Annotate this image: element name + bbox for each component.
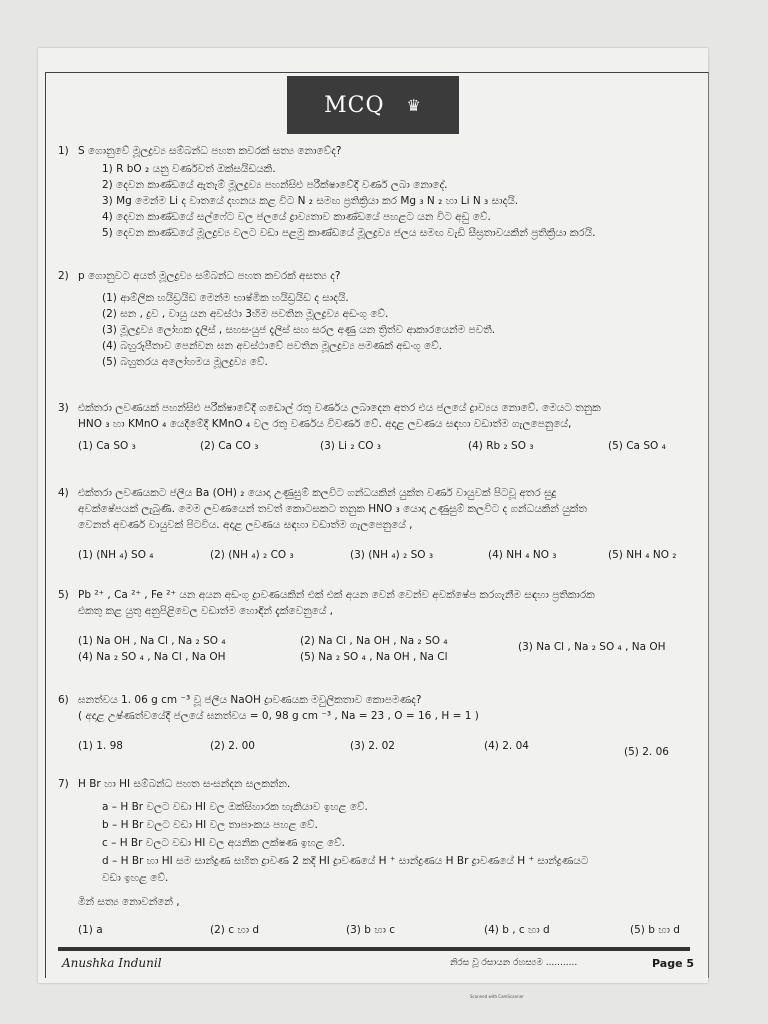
footer-rule xyxy=(58,947,690,951)
option-2: (2) c හා d xyxy=(210,924,260,936)
options-row xyxy=(78,649,693,665)
section-header xyxy=(287,76,459,134)
option-1: (1) (NH ₄) SO ₄ xyxy=(78,549,154,561)
option-2: 2) දෙවන කාණ්ඩයේ ඇතැම් මූලද්‍රව්‍ය පහන්සිළු පරීක්ෂාවේදී වර්ණ ලබා නොදේ. xyxy=(102,179,448,191)
question-line: ඝනත්වය 1. 06 g cm ⁻³ වූ ජලීය NaOH ද්‍රාවණයක මවුලිකතාව කොපමණද? xyxy=(78,694,422,706)
question-line: අවක්ෂේපයක් ලැබුණි. මෙම ලවණයෙන් තවත් කොටසකට තනුක HNO ₃ යොදා උණුසුම් කලවිට ද ගන්ධයකින් යුක්ත xyxy=(78,503,587,515)
option-4: 4) දෙවන කාණ්ඩයේ සල්ෆේට වල ජලයේ ද්‍රාව්‍යතාව කාණ්ඩයේ පහළට යන විට අඩු වේ. xyxy=(102,211,491,223)
page-number: Page 5 xyxy=(652,957,695,970)
option-1: (1) Na OH , Na Cl , Na ₂ SO ₄ xyxy=(78,635,226,647)
question-1 xyxy=(58,143,693,241)
option-2: (2) (NH ₄) ₂ CO ₃ xyxy=(210,549,294,561)
question-number: 6) xyxy=(58,694,69,706)
section-title: MCQ xyxy=(324,92,385,118)
option-3: (3) (NH ₄) ₂ SO ₃ xyxy=(350,549,434,561)
option-2: (2) Ca CO ₃ xyxy=(200,440,259,452)
option-1: (1) ආම්ලික හයිඩ්‍රයිඩ මෙන්ම භාෂ්මික හයිඩ්‍රයිඩ ද සාදයි. xyxy=(102,292,349,304)
option-3: (3) මූලද්‍රව්‍ය ලෝහක දැලිස් , සහසංයුජ දැලිස් සහ සරල අණු යන ත්‍රිත්ව ආකාරයෙන්ම පවතී. xyxy=(102,324,496,336)
option-2: (2) Na Cl , Na OH , Na ₂ SO ₄ xyxy=(300,635,448,647)
question-number: 7) xyxy=(58,778,69,790)
option-4: (4) b , c හා d xyxy=(484,924,550,936)
options-row xyxy=(78,738,693,758)
option-5: (5) Na ₂ SO ₄ , Na OH , Na Cl xyxy=(300,651,448,663)
question-line: වෙනත් අවර්ණ වායුවක් පිටවිය. අදාළ ලවණය සඳහා වඩාත්ම ගැලපෙනුයේ , xyxy=(78,519,413,531)
question-4 xyxy=(58,485,693,563)
option-5: (5) 2. 06 xyxy=(624,746,669,758)
option-3: (3) Li ₂ CO ₃ xyxy=(320,440,382,452)
statement-d: d – H Br හා HI සම සාන්ද්‍රණ සහිත ද්‍රාවණ 2 කදී HI ද්‍රාවණයේ H ⁺ සාන්ද්‍රණය H Br ද්‍රාවණයේ H ⁺ සාන්ද්‍රණයට xyxy=(102,855,589,867)
question-line: එකතු කළ යුතු අනුපිළිවෙල වඩාත්ම හොඳින් දැක්වෙනුයේ , xyxy=(78,605,334,617)
option-4: (4) Na ₂ SO ₄ , Na Cl , Na OH xyxy=(78,651,226,663)
option-3: (3) Na Cl , Na ₂ SO ₄ , Na OH xyxy=(518,641,666,653)
option-3: (3) 2. 02 xyxy=(350,740,395,752)
logo-icon: ♛ xyxy=(406,95,422,115)
question-number: 4) xyxy=(58,487,69,499)
question-3 xyxy=(58,400,693,454)
option-1: (1) 1. 98 xyxy=(78,740,123,752)
option-4: (4) බහුරූපීතාව පෙන්වන ඝන අවස්ථාවේ පවතින මූලද්‍රව්‍ය පමණක් අඩංගු වේ. xyxy=(102,340,442,352)
options-row xyxy=(78,547,693,563)
question-line: එක්තරා ලවණයකට ජලීය Ba (OH) ₂ යොදා උණුසුම් කලවිට ගන්ධයකින් යුක්ත වර්ණ වායුවක් පිටවූ අතර සුදු xyxy=(78,487,557,499)
option-5: (5) Ca SO ₄ xyxy=(608,440,666,452)
options-row xyxy=(78,922,693,938)
option-1: (1) a xyxy=(78,924,103,936)
question-line: Pb ²⁺ , Ca ²⁺ , Fe ²⁺ යන අයන අඩංගු ද්‍රාවණයකින් එක් එක් අයන වෙන් වෙන්ව අවක්ෂේප කරගැනීම සඳහා ප්‍රතිකාරක xyxy=(78,589,595,601)
option-4: (4) NH ₄ NO ₃ xyxy=(488,549,557,561)
question-6 xyxy=(58,692,693,758)
statement-d-continued: වඩා ඉහළ වේ. xyxy=(102,872,169,884)
question-stem: H Br හා HI සම්බන්ධ පහත සංසන්දන සලකන්න. xyxy=(78,778,291,790)
question-5 xyxy=(58,587,693,665)
option-5: 5) දෙවන කාණ්ඩයේ මූලද්‍රව්‍ය වලට වඩා පළමු කාණ්ඩයේ මූලද්‍රව්‍ය ජලය සමඟ වැඩි සීඝ්‍රතාවයකින් ප්‍රතික්‍රියා කරයි. xyxy=(102,227,596,239)
statement-c: c – H Br වලට වඩා HI වල අයනික ලක්ෂණ ඉහළ වේ. xyxy=(102,837,345,849)
options-row xyxy=(78,438,693,454)
option-5: (5) බහුතරය අලෝහමය මූලද්‍රව්‍ය වේ. xyxy=(102,356,268,368)
question-stem: p ගොනුවට අයත් මූලද්‍රව්‍ය සම්බන්ධ පහත කවරක් අසත්‍ය ද? xyxy=(78,270,341,282)
option-2: (2) 2. 00 xyxy=(210,740,255,752)
option-3: 3) Mg මෙන්ම Li ද වාතයේ දහනය කළ විට N ₂ සමඟ ප්‍රතික්‍රියා කර Mg ₃ N ₂ හා Li N ₃ සාදයි. xyxy=(102,195,519,207)
option-5: (5) b හා d xyxy=(630,924,680,936)
question-number: 5) xyxy=(58,589,69,601)
option-1: 1) R bO ₂ යනු වර්ණවත් ඔක්සයිඩයකි. xyxy=(102,163,276,175)
option-1: (1) Ca SO ₃ xyxy=(78,440,136,452)
footer-subtitle: නිරස වූ රසායන රහස්‍යම ........... xyxy=(450,958,578,968)
question-line: ( අදාළ උෂ්ණත්වයේදී ජලයේ ඝනත්වය = 0, 98 g cm ⁻³ , Na = 23 , O = 16 , H = 1 ) xyxy=(78,710,479,722)
question-number: 3) xyxy=(58,402,69,414)
question-number: 2) xyxy=(58,270,69,282)
options-row xyxy=(78,633,693,653)
footer-author: Anushka Indunil xyxy=(62,956,162,970)
question-line: HNO ₃ හා KMnO ₄ යෙදීමේදී KMnO ₄ වල රතු වර්ණය විවර්ණ වේ. අදාළ ලවණය සඳහා වඩාත්ම ගැලපෙනුයේ, xyxy=(78,418,572,430)
question-7 xyxy=(58,776,693,938)
statement-a: a – H Br වලට වඩා HI වල ඔක්සිහාරක හැකියාව ඉහළ වේ. xyxy=(102,801,368,813)
question-stem: S ගොනුවේ මූලද්‍රව්‍ය සම්බන්ධ පහත කවරක් සත්‍ය නොවේද? xyxy=(78,145,342,157)
statement-b: b – H Br වලට වඩා HI වල තාපාංකය පහළ වේ. xyxy=(102,819,318,831)
question-closing: මින් සත්‍ය නොවන්නේ , xyxy=(78,896,180,908)
question-2 xyxy=(58,268,693,370)
option-4: (4) 2. 04 xyxy=(484,740,529,752)
option-2: (2) ඝන , ද්‍රව , වායු යන අවස්ථා 3හිම පවතින මූලද්‍රව්‍ය අඩංගු වේ. xyxy=(102,308,389,320)
option-4: (4) Rb ₂ SO ₃ xyxy=(468,440,534,452)
question-number: 1) xyxy=(58,145,69,157)
option-3: (3) b හා c xyxy=(346,924,396,936)
question-line: එක්තරා ලවණයක් පහන්සිළු පරීක්ෂාවේදී ගඩොල් රතු වර්ණය ලබාදෙන අතර එය ජලයේ ද්‍රාව්‍යය නොවේ. මෙයට තනුක xyxy=(78,402,601,414)
scan-watermark: Scanned with CamScanner xyxy=(470,994,524,999)
option-5: (5) NH ₄ NO ₂ xyxy=(608,549,677,561)
